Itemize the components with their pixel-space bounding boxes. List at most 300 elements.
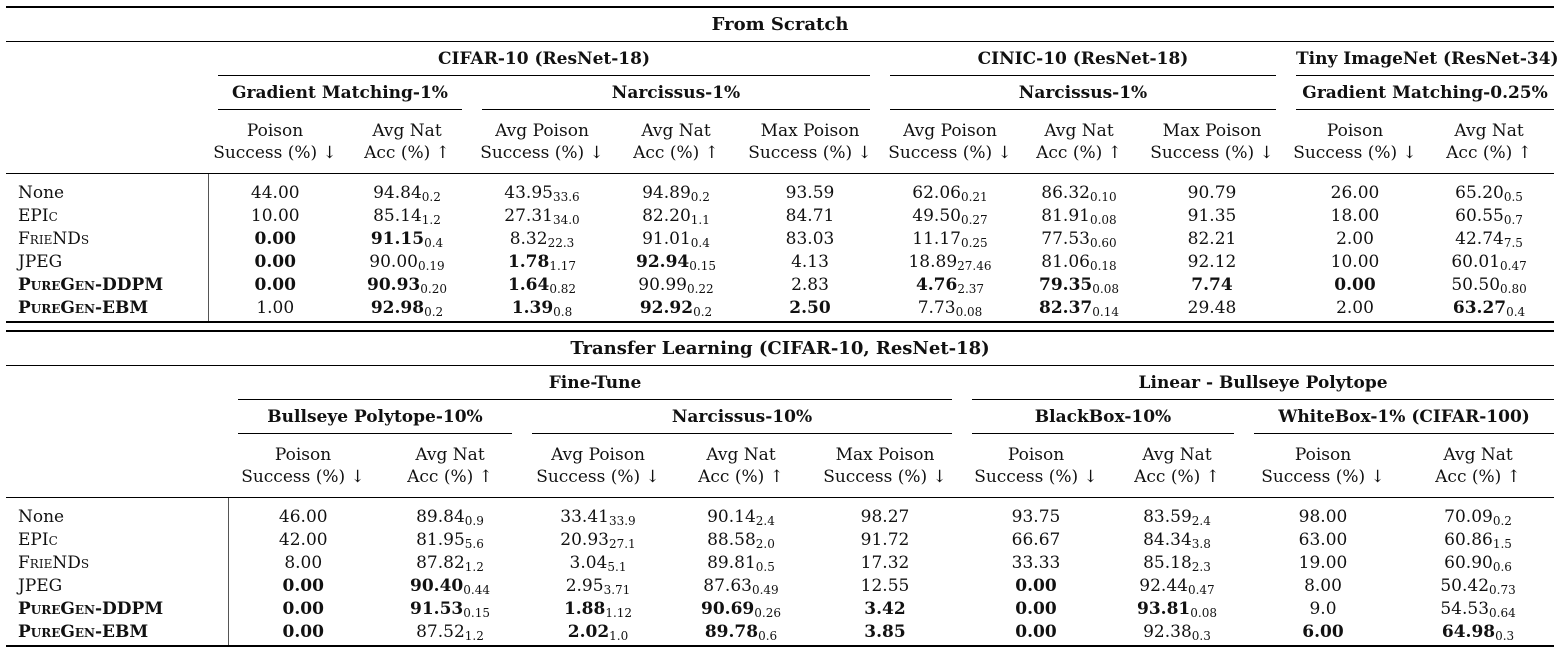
column-header-line1: Poison [1007, 444, 1065, 465]
cell-value: 42.74 [1455, 228, 1504, 249]
table-cell [1286, 296, 1424, 322]
cell-value: 91.15 [370, 228, 425, 249]
table-cell [472, 250, 612, 273]
table-cell [522, 551, 674, 574]
cell-value: 4.13 [791, 251, 829, 272]
cell-std: 33.9 [608, 513, 636, 528]
table-row [6, 574, 1554, 597]
cell-value: 63.00 [1298, 529, 1348, 550]
cell-std: 5.6 [464, 536, 484, 551]
cell-value: 2.50 [789, 297, 831, 318]
cell-std: 0.47 [1187, 582, 1215, 597]
method-name: FrieNDs [6, 551, 228, 574]
column-header-line2: Success (%) ↓ [974, 466, 1098, 487]
table-cell [962, 574, 1110, 597]
cell-std: 0.4 [690, 235, 710, 250]
table-cell [740, 204, 880, 227]
table-cell [962, 528, 1110, 551]
table-cell [1138, 174, 1286, 205]
cell-std: 0.2 [690, 189, 710, 204]
method-name: PureGen-EBM [6, 296, 208, 322]
column-header [674, 434, 808, 498]
cell-value: 64.98 [1441, 621, 1496, 642]
table-cell [342, 204, 472, 227]
column-header [208, 110, 342, 174]
from-scratch-table [6, 6, 1559, 323]
table-cell [1286, 250, 1424, 273]
cell-value: 0.00 [1015, 621, 1057, 642]
column-header-line1: Max Poison [760, 120, 860, 141]
table-cell [880, 227, 1020, 250]
cell-value: 33.41 [560, 506, 609, 527]
column-header-line2: Success (%) ↓ [1293, 142, 1417, 163]
cell-value: 7.73 [917, 297, 956, 318]
column-header [1020, 110, 1138, 174]
table-cell [342, 174, 472, 205]
table-cell [342, 227, 472, 250]
table-cell [378, 597, 522, 620]
method-name: PureGen-DDPM [6, 597, 228, 620]
cell-value: 84.34 [1143, 529, 1192, 550]
table-row [6, 296, 1554, 322]
table-cell [1138, 250, 1286, 273]
table-cell [1286, 174, 1424, 205]
table-cell [808, 498, 962, 529]
column-header [880, 110, 1020, 174]
cell-value: 17.32 [860, 552, 910, 573]
table-cell [674, 597, 808, 620]
cell-value: 60.90 [1444, 552, 1493, 573]
cell-value: 81.06 [1041, 251, 1090, 272]
cell-std: 2.4 [755, 513, 775, 528]
cell-std: 0.7 [1503, 212, 1523, 227]
column-header-line2: Success (%) ↓ [748, 142, 872, 163]
table-cell [808, 551, 962, 574]
table-cell [808, 620, 962, 646]
cell-value: 85.14 [373, 205, 422, 226]
cell-value: 0.00 [254, 274, 296, 295]
cell-value: 8.00 [284, 552, 323, 573]
cell-value: 0.00 [282, 575, 324, 596]
cell-value: 60.55 [1455, 205, 1504, 226]
table-cell [208, 273, 342, 296]
column-header [962, 434, 1110, 498]
cell-value: 33.33 [1011, 552, 1061, 573]
cell-std: 1.17 [549, 258, 577, 273]
table-cell [228, 574, 378, 597]
cell-std: 0.8 [553, 304, 573, 319]
table-cell [880, 296, 1020, 322]
column-header-line2: Acc (%) ↑ [698, 466, 784, 487]
table-cell [1402, 620, 1554, 646]
table-cell [612, 204, 740, 227]
cell-value: 92.92 [639, 297, 694, 318]
cell-value: 91.53 [410, 598, 464, 619]
cell-value: 77.53 [1041, 228, 1090, 249]
table-row [6, 597, 1554, 620]
cell-std: 0.80 [1500, 281, 1527, 296]
column-header [808, 434, 962, 498]
cell-value: 0.00 [254, 228, 296, 249]
cell-std: 0.2 [424, 304, 444, 319]
attack-bullseye-polytope-header: Bullseye Polytope-10% [228, 400, 522, 434]
table-cell [522, 597, 674, 620]
column-header-line1: Avg Nat [1142, 444, 1212, 465]
cell-value: 92.38 [1143, 621, 1192, 642]
column-header-line1: Max Poison [835, 444, 935, 465]
cell-value: 90.99 [638, 274, 687, 295]
cell-value: 1.39 [511, 297, 554, 318]
table-cell [522, 574, 674, 597]
column-header-line2: Success (%) ↓ [823, 466, 947, 487]
cell-value: 0.00 [1334, 274, 1376, 295]
column-header-line2: Acc (%) ↑ [1446, 142, 1532, 163]
cell-value: 92.12 [1187, 251, 1237, 272]
column-header-line1: Avg Nat [1044, 120, 1114, 141]
table-cell [1402, 551, 1554, 574]
column-header-line1: Avg Nat [706, 444, 776, 465]
column-header-line1: Avg Poison [495, 120, 589, 141]
table-cell [740, 174, 880, 205]
cell-std: 2.0 [755, 536, 775, 551]
table-cell [1244, 551, 1402, 574]
table-cell [1110, 574, 1244, 597]
cell-std: 0.64 [1489, 605, 1516, 620]
table-cell [208, 174, 342, 205]
cell-value: 0.00 [1015, 575, 1057, 596]
table-cell [1424, 296, 1554, 322]
table-cell [472, 227, 612, 250]
method-name: None [6, 174, 208, 205]
column-header-line2: Acc (%) ↑ [364, 142, 450, 163]
column-header [1286, 110, 1424, 174]
table-cell [522, 498, 674, 529]
cell-std: 0.26 [754, 605, 781, 620]
cell-value: 19.00 [1298, 552, 1348, 573]
cell-std: 0.18 [1089, 258, 1117, 273]
table-cell [1138, 204, 1286, 227]
cell-value: 2.83 [791, 274, 829, 295]
cell-std: 2.3 [1191, 559, 1211, 574]
cell-std: 1.1 [690, 212, 710, 227]
method-name: PureGen-DDPM [6, 273, 208, 296]
cell-value: 46.00 [278, 506, 328, 527]
from-scratch-title: From Scratch [6, 7, 1554, 42]
cell-value: 88.58 [707, 529, 756, 550]
cell-value: 9.0 [1309, 598, 1337, 619]
cell-value: 86.32 [1041, 182, 1090, 203]
cell-value: 90.69 [701, 598, 755, 619]
method-name: PureGen-EBM [6, 620, 228, 646]
cell-value: 50.50 [1451, 274, 1501, 295]
cell-std: 0.2 [1492, 513, 1512, 528]
table-cell [342, 273, 472, 296]
table-cell [674, 528, 808, 551]
column-header [342, 110, 472, 174]
transfer-learning-title: Transfer Learning (CIFAR-10, ResNet-18) [6, 331, 1554, 366]
table-cell [880, 273, 1020, 296]
column-header-line1: Avg Nat [641, 120, 711, 141]
method-name: EPIc [6, 204, 208, 227]
cell-value: 90.93 [367, 274, 421, 295]
table-cell [472, 296, 612, 322]
cell-value: 81.91 [1041, 205, 1090, 226]
table-cell [472, 204, 612, 227]
cell-value: 54.53 [1440, 598, 1490, 619]
attack-narcissus-header: Narcissus-1% [472, 76, 880, 110]
cell-std: 0.9 [464, 513, 484, 528]
cell-value: 63.27 [1452, 297, 1507, 318]
cell-value: 50.42 [1440, 575, 1490, 596]
cell-value: 93.75 [1011, 506, 1061, 527]
table-cell [1402, 574, 1554, 597]
transfer-learning-table [6, 330, 1554, 647]
cell-value: 18.00 [1330, 205, 1380, 226]
attack-whitebox-header: WhiteBox-1% (CIFAR-100) [1244, 400, 1554, 434]
table-cell [228, 528, 378, 551]
cell-std: 1.2 [464, 559, 484, 574]
cell-value: 91.01 [642, 228, 691, 249]
cell-std: 3.71 [603, 582, 631, 597]
cell-value: 1.88 [563, 598, 606, 619]
table-cell [1286, 204, 1424, 227]
cell-value: 93.59 [785, 182, 835, 203]
cell-value: 89.81 [707, 552, 756, 573]
cell-value: 98.00 [1298, 506, 1348, 527]
cell-std: 0.08 [1190, 605, 1217, 620]
column-header [378, 434, 522, 498]
cell-value: 49.50 [912, 205, 961, 226]
cell-std: 33.6 [552, 189, 580, 204]
column-header-line2: Acc (%) ↑ [1134, 466, 1220, 487]
table-cell [1244, 574, 1402, 597]
table-cell [1244, 498, 1402, 529]
table-cell [740, 296, 880, 322]
cell-value: 89.84 [416, 506, 465, 527]
cell-std: 34.0 [552, 212, 580, 227]
cell-value: 79.35 [1039, 274, 1093, 295]
cell-std: 0.21 [960, 189, 988, 204]
table-cell [1110, 528, 1244, 551]
cell-value: 94.89 [642, 182, 691, 203]
cell-value: 20.93 [560, 529, 609, 550]
cell-value: 11.17 [912, 228, 961, 249]
table-cell [208, 296, 342, 322]
column-header-line1: Avg Nat [1454, 120, 1524, 141]
column-header [1402, 434, 1554, 498]
cell-value: 0.00 [282, 621, 324, 642]
cell-value: 4.76 [915, 274, 958, 295]
cell-value: 83.59 [1143, 506, 1192, 527]
cell-value: 90.14 [707, 506, 756, 527]
cell-value: 0.00 [1015, 598, 1057, 619]
cell-value: 82.20 [642, 205, 691, 226]
table-row [6, 528, 1554, 551]
table-cell [880, 204, 1020, 227]
table-cell [808, 528, 962, 551]
table-cell [1424, 250, 1554, 273]
column-header-line2: Success (%) ↓ [888, 142, 1012, 163]
column-header-line1: Avg Nat [415, 444, 485, 465]
table-cell [962, 498, 1110, 529]
table-cell [1110, 498, 1244, 529]
table-cell [1424, 174, 1554, 205]
method-name: JPEG [6, 250, 208, 273]
cell-value: 1.64 [507, 274, 550, 295]
table-cell [378, 498, 522, 529]
cell-std: 0.2 [421, 189, 441, 204]
table-cell [740, 250, 880, 273]
cell-value: 98.27 [860, 506, 910, 527]
method-name: JPEG [6, 574, 228, 597]
attack-narcissus-header: Narcissus-10% [522, 400, 962, 434]
table-row [6, 204, 1554, 227]
table-cell [228, 551, 378, 574]
table-cell [612, 250, 740, 273]
cell-value: 93.81 [1137, 598, 1191, 619]
column-header [740, 110, 880, 174]
column-header-line2: Success (%) ↓ [213, 142, 337, 163]
method-name: EPIc [6, 528, 228, 551]
column-header [1424, 110, 1554, 174]
table-cell [228, 620, 378, 646]
cell-std: 0.3 [1495, 628, 1515, 643]
cell-std: 3.8 [1191, 536, 1211, 551]
table-cell [1020, 227, 1138, 250]
cell-std: 0.5 [1503, 189, 1523, 204]
table-cell [208, 204, 342, 227]
cell-value: 83.03 [785, 228, 835, 249]
cell-std: 0.19 [417, 258, 445, 273]
cell-value: 3.04 [569, 552, 608, 573]
column-header-line1: Poison [1294, 444, 1352, 465]
table-cell [1110, 620, 1244, 646]
cell-value: 1.78 [507, 251, 550, 272]
cell-value: 92.98 [370, 297, 425, 318]
cell-std: 1.5 [1492, 536, 1512, 551]
table-cell [522, 620, 674, 646]
dataset-cinic10-header: CINIC-10 (ResNet-18) [880, 42, 1286, 77]
table-cell [612, 273, 740, 296]
table-cell [1244, 528, 1402, 551]
cell-value: 65.20 [1455, 182, 1504, 203]
cell-std: 0.15 [689, 258, 716, 273]
table-row [6, 551, 1554, 574]
table-cell [880, 174, 1020, 205]
cell-std: 0.49 [751, 582, 779, 597]
method-name: FrieNDs [6, 227, 208, 250]
column-header [228, 434, 378, 498]
method-name: None [6, 498, 228, 529]
cell-std: 0.08 [1092, 281, 1119, 296]
column-header-line2: Success (%) ↓ [480, 142, 604, 163]
cell-std: 0.22 [686, 281, 714, 296]
table-cell [1110, 597, 1244, 620]
column-header [1138, 110, 1286, 174]
table-cell [1402, 498, 1554, 529]
table-row [6, 273, 1554, 296]
table-cell [1020, 204, 1138, 227]
cell-value: 29.48 [1187, 297, 1237, 318]
column-header [1244, 434, 1402, 498]
cell-std: 0.14 [1092, 304, 1119, 319]
cell-value: 2.95 [565, 575, 604, 596]
cell-value: 91.35 [1187, 205, 1237, 226]
cell-value: 8.32 [509, 228, 548, 249]
cell-value: 87.82 [416, 552, 465, 573]
table-cell [674, 620, 808, 646]
column-header-line1: Poison [246, 120, 304, 141]
table-cell [472, 174, 612, 205]
table-row [6, 498, 1554, 529]
table-cell [1424, 273, 1554, 296]
table-cell [342, 296, 472, 322]
cell-value: 92.94 [636, 251, 690, 272]
cell-value: 60.01 [1451, 251, 1501, 272]
column-header-line2: Success (%) ↓ [1261, 466, 1385, 487]
table-cell [522, 528, 674, 551]
cell-std: 0.5 [755, 559, 775, 574]
cell-std: 2.4 [1191, 513, 1211, 528]
table-row [6, 174, 1554, 205]
table-cell [1138, 273, 1286, 296]
table-cell [1286, 273, 1424, 296]
table-cell [1424, 227, 1554, 250]
table-row [6, 620, 1554, 646]
cell-std: 0.25 [960, 235, 988, 250]
cell-std: 1.12 [605, 605, 633, 620]
column-header-line1: Max Poison [1162, 120, 1262, 141]
cell-std: 27.1 [608, 536, 636, 551]
empty-corner [6, 42, 208, 77]
cell-std: 0.3 [1191, 628, 1211, 643]
cell-value: 92.44 [1139, 575, 1188, 596]
table-cell [1244, 620, 1402, 646]
table-cell [1138, 227, 1286, 250]
table-cell [962, 551, 1110, 574]
table-cell [1020, 174, 1138, 205]
table-cell [1020, 250, 1138, 273]
table-cell [378, 620, 522, 646]
cell-value: 60.86 [1444, 529, 1493, 550]
table-cell [808, 574, 962, 597]
attack-gradient-matching-header: Gradient Matching-1% [208, 76, 472, 110]
table-cell [1244, 597, 1402, 620]
cell-value: 94.84 [373, 182, 422, 203]
table-cell [378, 528, 522, 551]
cell-std: 0.6 [1492, 559, 1512, 574]
table-cell [228, 498, 378, 529]
cell-value: 7.74 [1191, 274, 1233, 295]
cell-value: 10.00 [1330, 251, 1380, 272]
dataset-cifar10-header: CIFAR-10 (ResNet-18) [208, 42, 880, 77]
table-row [6, 227, 1554, 250]
table-cell [208, 227, 342, 250]
cell-value: 43.95 [504, 182, 553, 203]
cell-value: 10.00 [250, 205, 300, 226]
cell-value: 66.67 [1011, 529, 1061, 550]
table-row [6, 250, 1554, 273]
column-header-line1: Avg Nat [372, 120, 442, 141]
cell-std: 0.60 [1089, 235, 1117, 250]
table-cell [1138, 296, 1286, 322]
cell-std: 0.10 [1089, 189, 1117, 204]
cell-std: 0.4 [1506, 304, 1526, 319]
cell-value: 26.00 [1330, 182, 1380, 203]
column-header [472, 110, 612, 174]
column-header-line2: Acc (%) ↑ [407, 466, 493, 487]
attack-gradient-matching-header: Gradient Matching-0.25% [1286, 76, 1554, 110]
